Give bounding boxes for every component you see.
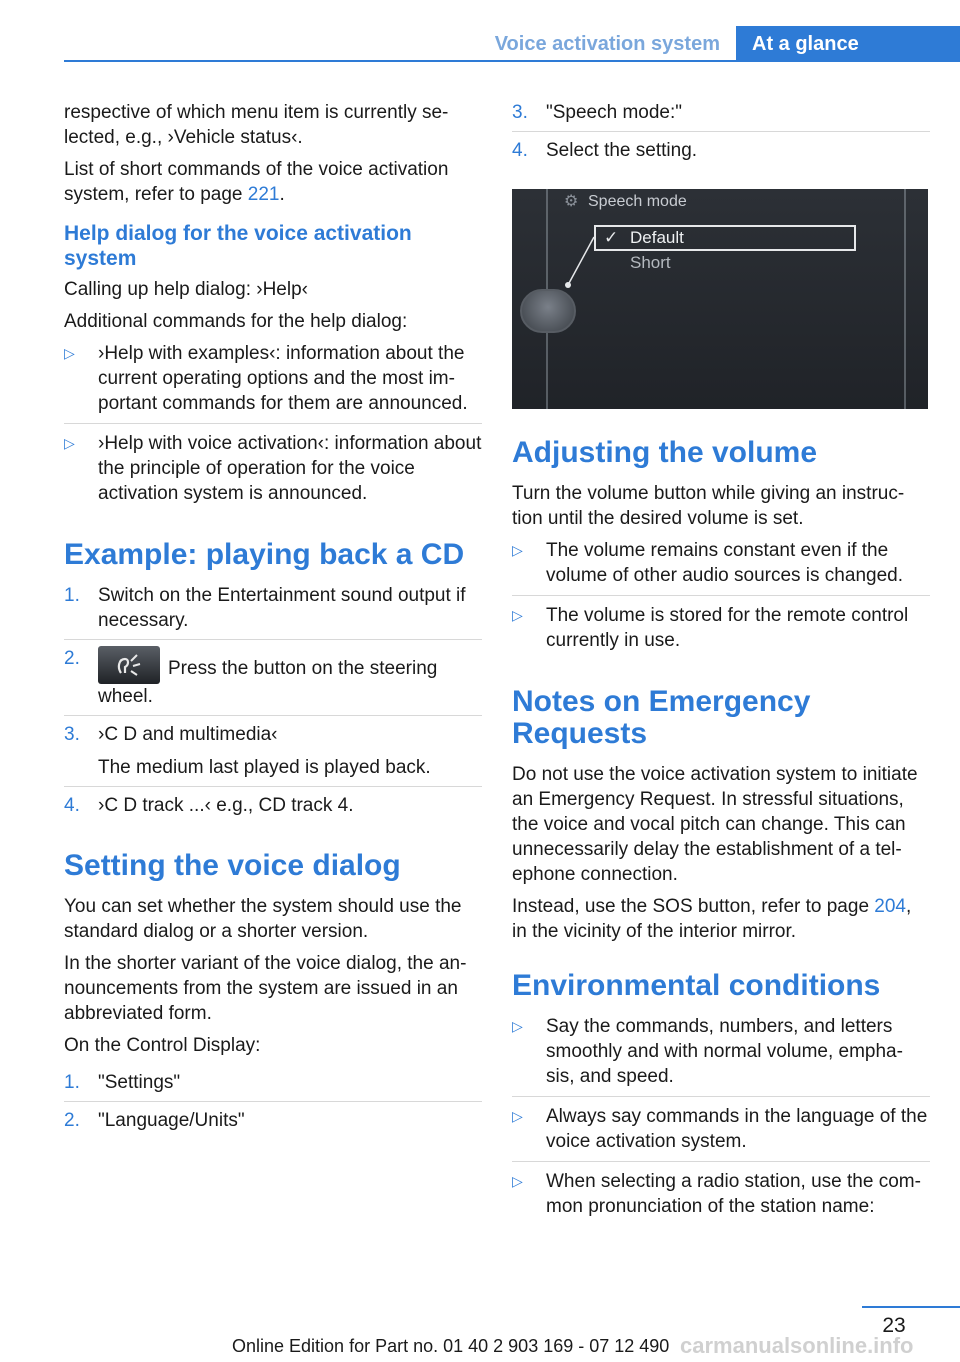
paragraph: respective of which menu item is currently se- lected, e.g., ›Vehicle status‹. — [64, 102, 449, 148]
controller-knob-icon — [520, 289, 576, 333]
footer-rule — [862, 1306, 960, 1308]
triangle-bullet-icon: ▷ — [64, 435, 75, 451]
header-rule — [64, 60, 960, 62]
gear-icon: ⚙ — [564, 193, 579, 210]
heading-adjusting-volume: Adjusting the volume — [512, 436, 818, 469]
cd-steps-list — [64, 583, 482, 824]
control-display-screenshot — [512, 189, 928, 409]
speech-mode-heading: ⚙ Speech mode — [564, 189, 687, 215]
paragraph: In the shorter variant of the voice dialog, the an- nouncements from the system are issued in an abbreviated form. — [64, 953, 467, 1024]
running-header-chapter: At a glance — [736, 26, 960, 62]
list-item: 4. Select the setting. — [512, 140, 698, 161]
list-item: 2. "Language/Units" — [64, 1110, 245, 1131]
running-header-section: Voice activation system — [494, 33, 720, 55]
option-short[interactable]: Short — [630, 253, 671, 272]
subheading-help-dialog: Help dialog for the voice activation system — [64, 222, 412, 270]
triangle-bullet-icon: ▷ — [512, 607, 523, 623]
dialog-steps-list — [64, 1070, 482, 1139]
speech-steps-list — [512, 100, 930, 169]
page-link[interactable]: 204 — [874, 896, 906, 917]
triangle-bullet-icon: ▷ — [512, 1018, 523, 1034]
list-item: 3. "Speech mode:" — [512, 100, 930, 132]
watermark: carmanualsonline.info — [680, 1333, 914, 1358]
page-link[interactable]: 221 — [247, 184, 280, 205]
list-item: 3. ›C D and multimedia‹ The medium last played is played back. — [64, 722, 482, 787]
paragraph: Instead, use the SOS button, refer to page 204, in the vicinity of the interior mirror. — [512, 896, 912, 942]
heading-voice-dialog: Setting the voice dialog — [64, 849, 401, 882]
heading-emergency-requests: Notes on Emergency Requests — [512, 685, 811, 750]
paragraph: Calling up help dialog: ›Help‹ — [64, 279, 308, 300]
right-column — [512, 100, 930, 1233]
list-item: ▷ The volume remains constant even if the volume of other audio sources is changed. — [512, 538, 930, 596]
triangle-bullet-icon: ▷ — [512, 542, 523, 558]
option-default-selected[interactable]: ✓ Default — [594, 225, 856, 251]
page-number: 23 — [882, 1314, 906, 1337]
list-item: 4. ›C D track ...‹ e.g., CD track 4. — [64, 795, 354, 816]
help-command-list — [64, 341, 482, 513]
edition-footer: Online Edition for Part no. 01 40 2 903 169 - 07 12 490 — [232, 1336, 670, 1356]
paragraph: Additional commands for the help dialog: — [64, 311, 408, 332]
triangle-bullet-icon: ▷ — [64, 345, 75, 361]
list-item: 1. "Settings" — [64, 1070, 482, 1102]
voice-button-icon — [98, 646, 160, 684]
heading-environmental-conditions: Environmental conditions — [512, 969, 881, 1002]
list-item: ▷ Say the commands, numbers, and letters smoothly and with normal volume, empha- sis, and speed. — [512, 1014, 930, 1097]
pointer-line — [512, 189, 928, 409]
list-item: ▷ Always say commands in the language of the voice activation system. — [512, 1104, 930, 1162]
heading-example-cd: Example: playing back a CD — [64, 538, 465, 571]
list-item: ▷ ›Help with examples‹: information about the current operating options and the most im- portant commands for them are announced. — [64, 341, 482, 424]
list-item: ▷ ›Help with voice activation‹: information about the principle of operation for the voice activation system is announced. — [64, 433, 482, 504]
paragraph: List of short commands of the voice activation system, refer to page 221. — [64, 159, 449, 205]
volume-list — [512, 538, 930, 660]
triangle-bullet-icon: ▷ — [512, 1108, 523, 1124]
paragraph: Do not use the voice activation system to initiate an Emergency Request. In stressful situations, the voice and vocal pitch can change. This can unnecessarily delay the establishment of a tel- ephone connection. — [512, 764, 918, 885]
paragraph: You can set whether the system should use the standard dialog or a shorter version. — [64, 896, 462, 942]
left-column — [64, 100, 482, 1145]
paragraph: On the Control Display: — [64, 1035, 261, 1056]
paragraph: Turn the volume button while giving an instruc- tion until the desired volume is set. — [512, 483, 905, 529]
triangle-bullet-icon: ▷ — [512, 1173, 523, 1189]
list-item: 1. Switch on the Entertainment sound output if necessary. — [64, 583, 482, 640]
list-item: 2. Press the button on the steering wheel. — [64, 646, 482, 716]
check-icon: ✓ — [604, 228, 619, 247]
environment-list — [512, 1014, 930, 1226]
list-item: ▷ When selecting a radio station, use the com- mon pronunciation of the station name: — [512, 1171, 921, 1217]
list-item: ▷ The volume is stored for the remote control currently in use. — [512, 605, 909, 651]
